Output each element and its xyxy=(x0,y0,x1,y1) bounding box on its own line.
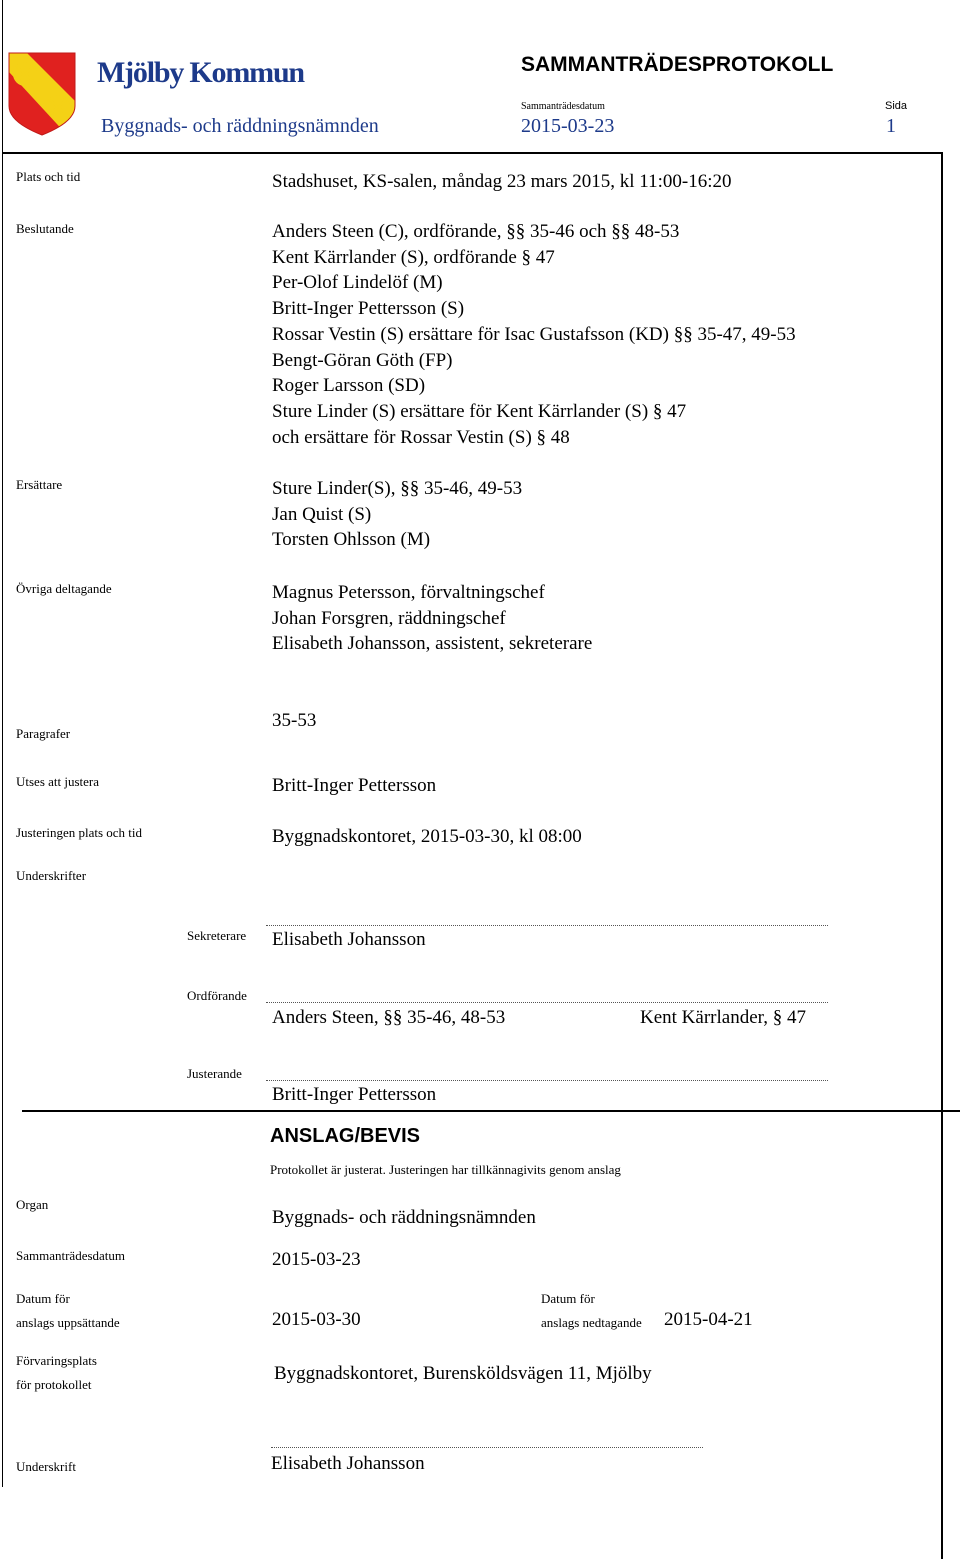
other-participant: Johan Forsgren, räddningschef xyxy=(272,607,506,629)
removal-date: 2015-04-21 xyxy=(664,1309,753,1330)
paragraphs-value: 35-53 xyxy=(272,710,317,731)
secretary-name: Elisabeth Johansson xyxy=(272,929,426,950)
meeting-date-label: Sammanträdesdatum xyxy=(521,101,605,112)
committee-name: Byggnads- och räddningsnämnden xyxy=(101,115,379,137)
removal-label-2: anslags nedtagande xyxy=(541,1315,642,1330)
adjuster-signature-line xyxy=(266,1080,828,1081)
signature-name: Elisabeth Johansson xyxy=(271,1453,425,1474)
storage-label-1: Förvaringsplats xyxy=(16,1353,97,1368)
left-margin-line xyxy=(2,0,3,1487)
right-margin-line xyxy=(941,152,943,1559)
deciding-member: Bengt-Göran Göth (FP) xyxy=(272,349,453,371)
adjuster-label: Utses att justera xyxy=(16,774,100,789)
removal-label-1: Datum för xyxy=(541,1291,595,1306)
meeting-date-notice-value: 2015-03-23 xyxy=(272,1249,361,1270)
header-rule xyxy=(3,152,943,154)
substitute-member: Sture Linder(S), §§ 35-46, 49-53 xyxy=(272,478,523,499)
deciding-member: Sture Linder (S) ersättare för Kent Kärrlander (S) § 47 xyxy=(272,400,687,422)
substitute-member: Torsten Ohlsson (M) xyxy=(272,529,431,551)
other-participant: Elisabeth Johansson, assistent, sekreterare xyxy=(272,633,593,655)
adjuster-sign-label: Justerande xyxy=(187,1066,242,1081)
deciding-member: Kent Kärrlander (S), ordförande § 47 xyxy=(272,246,555,268)
paragraphs-label: Paragrafer xyxy=(16,726,71,741)
storage-value: Byggnadskontoret, Burensköldsvägen 11, Mjölby xyxy=(274,1363,652,1384)
meeting-date-notice-label: Sammanträdesdatum xyxy=(16,1248,126,1263)
notice-statement: Protokollet är justerat. Justeringen har tillkännagivits genom anslag xyxy=(270,1162,621,1177)
adjust-place-label: Justeringen plats och tid xyxy=(16,825,143,840)
substitute-member: Jan Quist (S) xyxy=(272,503,372,525)
deciding-member: Roger Larsson (SD) xyxy=(272,375,426,397)
deciding-member: Per-Olof Lindelöf (M) xyxy=(272,272,443,294)
other-participant: Magnus Petersson, förvaltningschef xyxy=(272,582,545,603)
chair-name-1: Anders Steen, §§ 35-46, 48-53 xyxy=(272,1007,506,1028)
meeting-date: 2015-03-23 xyxy=(521,115,615,137)
deciding-member: Britt-Inger Pettersson (S) xyxy=(272,298,465,320)
final-signature-line xyxy=(271,1447,703,1448)
chair-label: Ordförande xyxy=(187,988,247,1003)
posting-label-2: anslags uppsättande xyxy=(16,1315,120,1330)
chair-signature-line xyxy=(266,1002,828,1003)
adjuster-value: Britt-Inger Pettersson xyxy=(272,775,437,796)
deciding-list xyxy=(272,219,796,450)
substitutes-label: Ersättare xyxy=(16,477,63,492)
posting-label-1: Datum för xyxy=(16,1291,70,1306)
organ-label: Organ xyxy=(16,1197,49,1212)
page-number: 1 xyxy=(886,115,896,137)
place-value: Stadshuset, KS-salen, måndag 23 mars 2015, kl 11:00-16:20 xyxy=(272,171,732,192)
municipality-name: Mjölby Kommun xyxy=(97,56,304,89)
adjust-place-value: Byggnadskontoret, 2015-03-30, kl 08:00 xyxy=(272,826,582,847)
page-label: Sida xyxy=(885,100,908,112)
deciding-label: Beslutande xyxy=(16,221,74,236)
place-label: Plats och tid xyxy=(16,169,81,184)
deciding-member: Anders Steen (C), ordförande, §§ 35-46 och §§ 48-53 xyxy=(272,221,680,242)
notice-title: ANSLAG/BEVIS xyxy=(270,1125,421,1147)
notice-rule xyxy=(22,1110,960,1112)
others-list xyxy=(272,580,592,657)
signature-label: Underskrift xyxy=(16,1459,76,1474)
document-type: SAMMANTRÄDESPROTOKOLL xyxy=(521,53,834,76)
secretary-label: Sekreterare xyxy=(187,928,247,943)
municipality-shield-logo xyxy=(8,52,76,136)
organ-value: Byggnads- och räddningsnämnden xyxy=(272,1207,536,1228)
deciding-member: och ersättare för Rossar Vestin (S) § 48 xyxy=(272,426,570,448)
substitutes-list xyxy=(272,476,522,553)
signatures-label: Underskrifter xyxy=(16,868,87,883)
secretary-signature-line xyxy=(266,925,828,926)
adjuster-sign-name: Britt-Inger Pettersson xyxy=(272,1084,437,1105)
storage-label-2: för protokollet xyxy=(16,1377,92,1392)
others-label: Övriga deltagande xyxy=(16,581,112,596)
posting-date: 2015-03-30 xyxy=(272,1309,361,1330)
chair-name-2: Kent Kärrlander, § 47 xyxy=(640,1007,806,1028)
deciding-member: Rossar Vestin (S) ersättare för Isac Gustafsson (KD) §§ 35-47, 49-53 xyxy=(272,323,796,345)
